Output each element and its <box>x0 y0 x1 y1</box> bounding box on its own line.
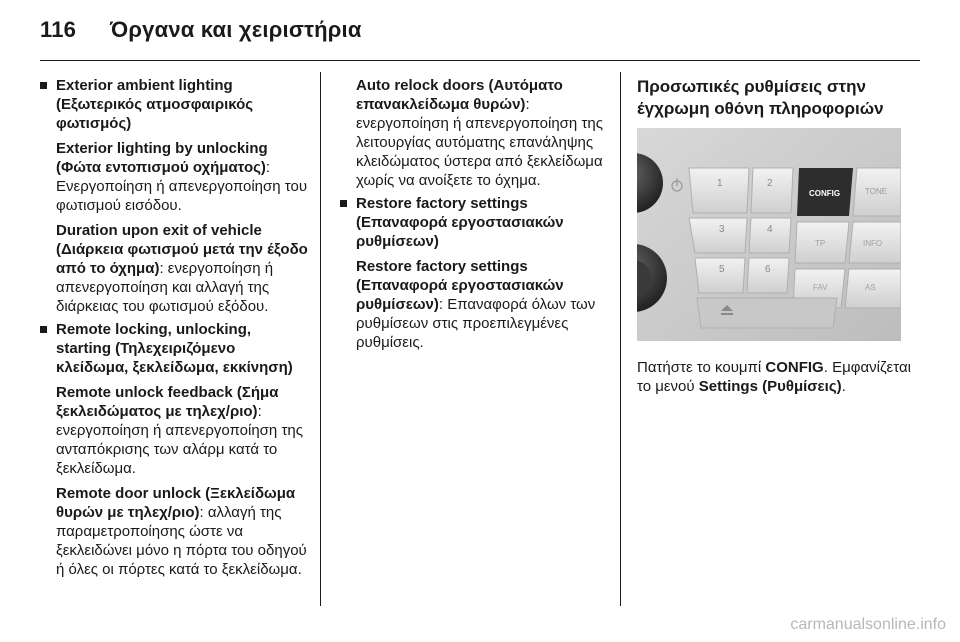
column-divider-1 <box>320 72 321 606</box>
sub-text: : Επαναφορά όλων των ρυθμίσεων στις προεπιλεγμένες ρυθμίσεις. <box>356 296 596 351</box>
key-4-label: 4 <box>767 224 773 235</box>
list-item-exterior-lighting <box>40 76 308 316</box>
sub-text: : αλλαγή της παραμετροποίησης ώστε να ξεκλειδώνει μόνο η πόρτα του οδηγού ή όλες οι πόρτες κατά το ξεκλείδωμα. <box>56 504 307 578</box>
section-heading: Προσωπικές ρυθμίσεις στην έγχρωμη οθόνη πληροφοριών <box>637 77 884 118</box>
sub-paragraph <box>40 383 308 478</box>
as-button-label: AS <box>865 283 876 292</box>
column-2 <box>340 76 608 356</box>
sub-paragraph <box>340 76 608 190</box>
sub-paragraph <box>340 257 608 352</box>
info-button-label: INFO <box>863 239 883 248</box>
key-5-label: 5 <box>719 264 725 275</box>
list-item-remote-locking <box>40 320 308 579</box>
tone-button-label: TONE <box>865 187 888 196</box>
item-title: Exterior ambient lighting (Εξωτερικός ατμοσφαιρικός φωτισμός) <box>56 77 254 132</box>
sub-text: : ενεργοποίηση ή απενεργοποίηση της ανταπόκρισης των αλάρμ κατά το ξεκλείδωμα. <box>56 403 303 477</box>
sub-title: Remote door unlock (Ξεκλείδωμα θυρών με τηλεχ/ριο) <box>56 485 296 521</box>
key-3-label: 3 <box>719 224 725 235</box>
settings-ref: Settings (Ρυθμίσεις) <box>698 378 842 395</box>
column-1 <box>40 76 308 583</box>
photo-caption: Πατήστε το κουμπί CONFIG. Εμφανίζεται το μενού Settings (Ρυθμίσεις). <box>637 359 911 395</box>
key-6-label: 6 <box>765 264 771 275</box>
sub-text: : ενεργοποίηση ή απενεργοποίηση και αλλαγή της διάρκειας του φωτισμού εξόδου. <box>56 260 274 315</box>
sub-title: Exterior lighting by unlocking (Φώτα εντοπισμού οχήματος) <box>56 140 268 176</box>
sub-paragraph <box>40 484 308 579</box>
list-item-restore-factory <box>340 194 608 352</box>
fav-button-label: FAV <box>813 283 828 292</box>
config-ref: CONFIG <box>765 359 824 376</box>
page-number: 116 <box>40 17 77 42</box>
sub-title: Remote unlock feedback (Σήμα ξεκλειδώματος με τηλεχ/ριο) <box>56 384 279 420</box>
sub-title: Auto relock doors (Αυτόματο επανακλείδωμα θυρών) <box>356 77 563 113</box>
sub-text: : ενεργοποίηση ή απενεργοποίηση της λειτουργίας αυτόματης επανάληψης κλειδώματος ύστερα από ξεκλείδωμα χωρίς να ανοίξετε το όχημα. <box>356 96 603 189</box>
tp-button-label: TP <box>815 239 826 248</box>
key-1-label: 1 <box>717 178 723 189</box>
header-divider <box>40 60 920 61</box>
console-photo <box>637 128 901 341</box>
page-header <box>40 17 362 43</box>
config-button-label: CONFIG <box>809 189 841 198</box>
column-3 <box>637 76 921 396</box>
radio-console-image <box>637 128 901 341</box>
sub-text: : Ενεργοποίηση ή απενεργοποίηση του φωτισμού εισόδου. <box>56 159 308 214</box>
column-divider-2 <box>620 72 621 606</box>
sub-paragraph <box>40 221 308 316</box>
item-title: Restore factory settings (Επαναφορά εργοστασιακών ρυθμίσεων) <box>356 195 564 250</box>
watermark: carmanualsonline.info <box>790 616 946 633</box>
key-2-label: 2 <box>767 178 773 189</box>
item-title: Remote locking, unlocking, starting (Τηλεχειριζόμενο κλείδωμα, ξεκλείδωμα, εκκίνηση) <box>56 321 293 376</box>
sub-title: Restore factory settings (Επαναφορά εργοστασιακών ρυθμίσεων) <box>356 258 564 313</box>
page-title: Όργανα και χειριστήρια <box>110 17 362 42</box>
sub-paragraph <box>40 139 308 215</box>
sub-title: Duration upon exit of vehicle (Διάρκεια φωτισμού μετά την έξοδο από το όχημα) <box>56 222 308 277</box>
